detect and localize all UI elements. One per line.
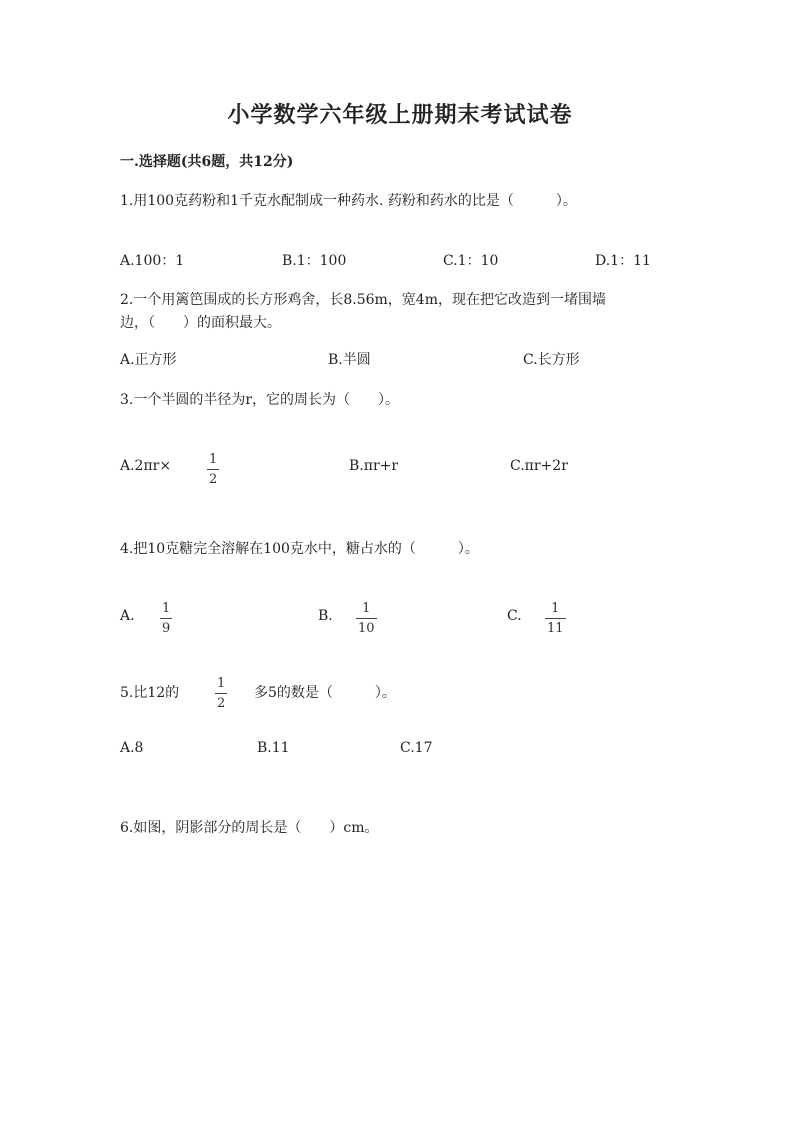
section-heading: 一.选择题(共6题，共12分) [120, 154, 294, 170]
fraction-numerator: 1 [551, 601, 560, 616]
q1-option-c: C.1：10 [443, 253, 499, 269]
fraction-bar [545, 618, 566, 619]
question-2-line-2: 边，（ ）的面积最大。 [120, 315, 281, 331]
q5-option-b: B.11 [257, 740, 290, 756]
fraction-denominator: 11 [547, 621, 564, 636]
question-5-prefix: 5.比12的 [120, 685, 180, 701]
fraction-denominator: 10 [358, 621, 375, 636]
q5-option-c: C.17 [400, 740, 433, 756]
question-2-line-1: 2.一个用篱笆围成的长方形鸡舍，长8.56m，宽4m，现在把它改造到一堵围墙 [120, 292, 606, 308]
q2-option-c: C.长方形 [523, 352, 580, 368]
q3-option-b: B.πr+r [349, 458, 399, 474]
question-6: 6.如图，阴影部分的周长是（ ）cm。 [120, 820, 379, 836]
q4-option-a-label: A. [120, 608, 135, 624]
q3-option-a-fraction [207, 453, 219, 486]
question-3: 3.一个半圆的半径为r，它的周长为（ ）。 [120, 392, 400, 408]
q3-option-c: C.πr+2r [510, 458, 568, 474]
q5-option-a: A.8 [120, 740, 144, 756]
q2-option-b: B.半圆 [328, 352, 371, 368]
q4-option-a-fraction [160, 602, 172, 635]
fraction-bar [356, 618, 377, 619]
fraction-numerator: 1 [362, 601, 371, 616]
q4-option-c-fraction [545, 602, 566, 635]
fraction-numerator: 1 [209, 452, 218, 467]
q4-option-b-fraction [356, 602, 377, 635]
fraction-numerator: 1 [162, 601, 171, 616]
question-1: 1.用100克药粉和1千克水配制成一种药水. 药粉和药水的比是（ ）。 [120, 193, 577, 209]
fraction-denominator: 2 [209, 472, 218, 487]
q4-option-b-label: B. [318, 608, 333, 624]
q1-option-d: D.1：11 [595, 253, 651, 269]
question-5-fraction [215, 677, 227, 710]
question-5-suffix: 多5的数是（ ）。 [254, 685, 396, 701]
fraction-denominator: 2 [217, 696, 226, 711]
q3-option-a: A.2πr× [120, 458, 172, 474]
q1-option-a: A.100：1 [120, 253, 185, 269]
q4-option-c-label: C. [507, 608, 522, 624]
fraction-bar [207, 469, 219, 470]
q1-option-b: B.1：100 [282, 253, 347, 269]
fraction-denominator: 9 [162, 621, 171, 636]
fraction-bar [160, 618, 172, 619]
question-4: 4.把10克糖完全溶解在100克水中，糖占水的（ ）。 [120, 541, 479, 557]
fraction-numerator: 1 [217, 676, 226, 691]
q2-option-a: A.正方形 [120, 352, 177, 368]
page-title: 小学数学六年级上册期末考试试卷 [227, 102, 573, 128]
fraction-bar [215, 693, 227, 694]
